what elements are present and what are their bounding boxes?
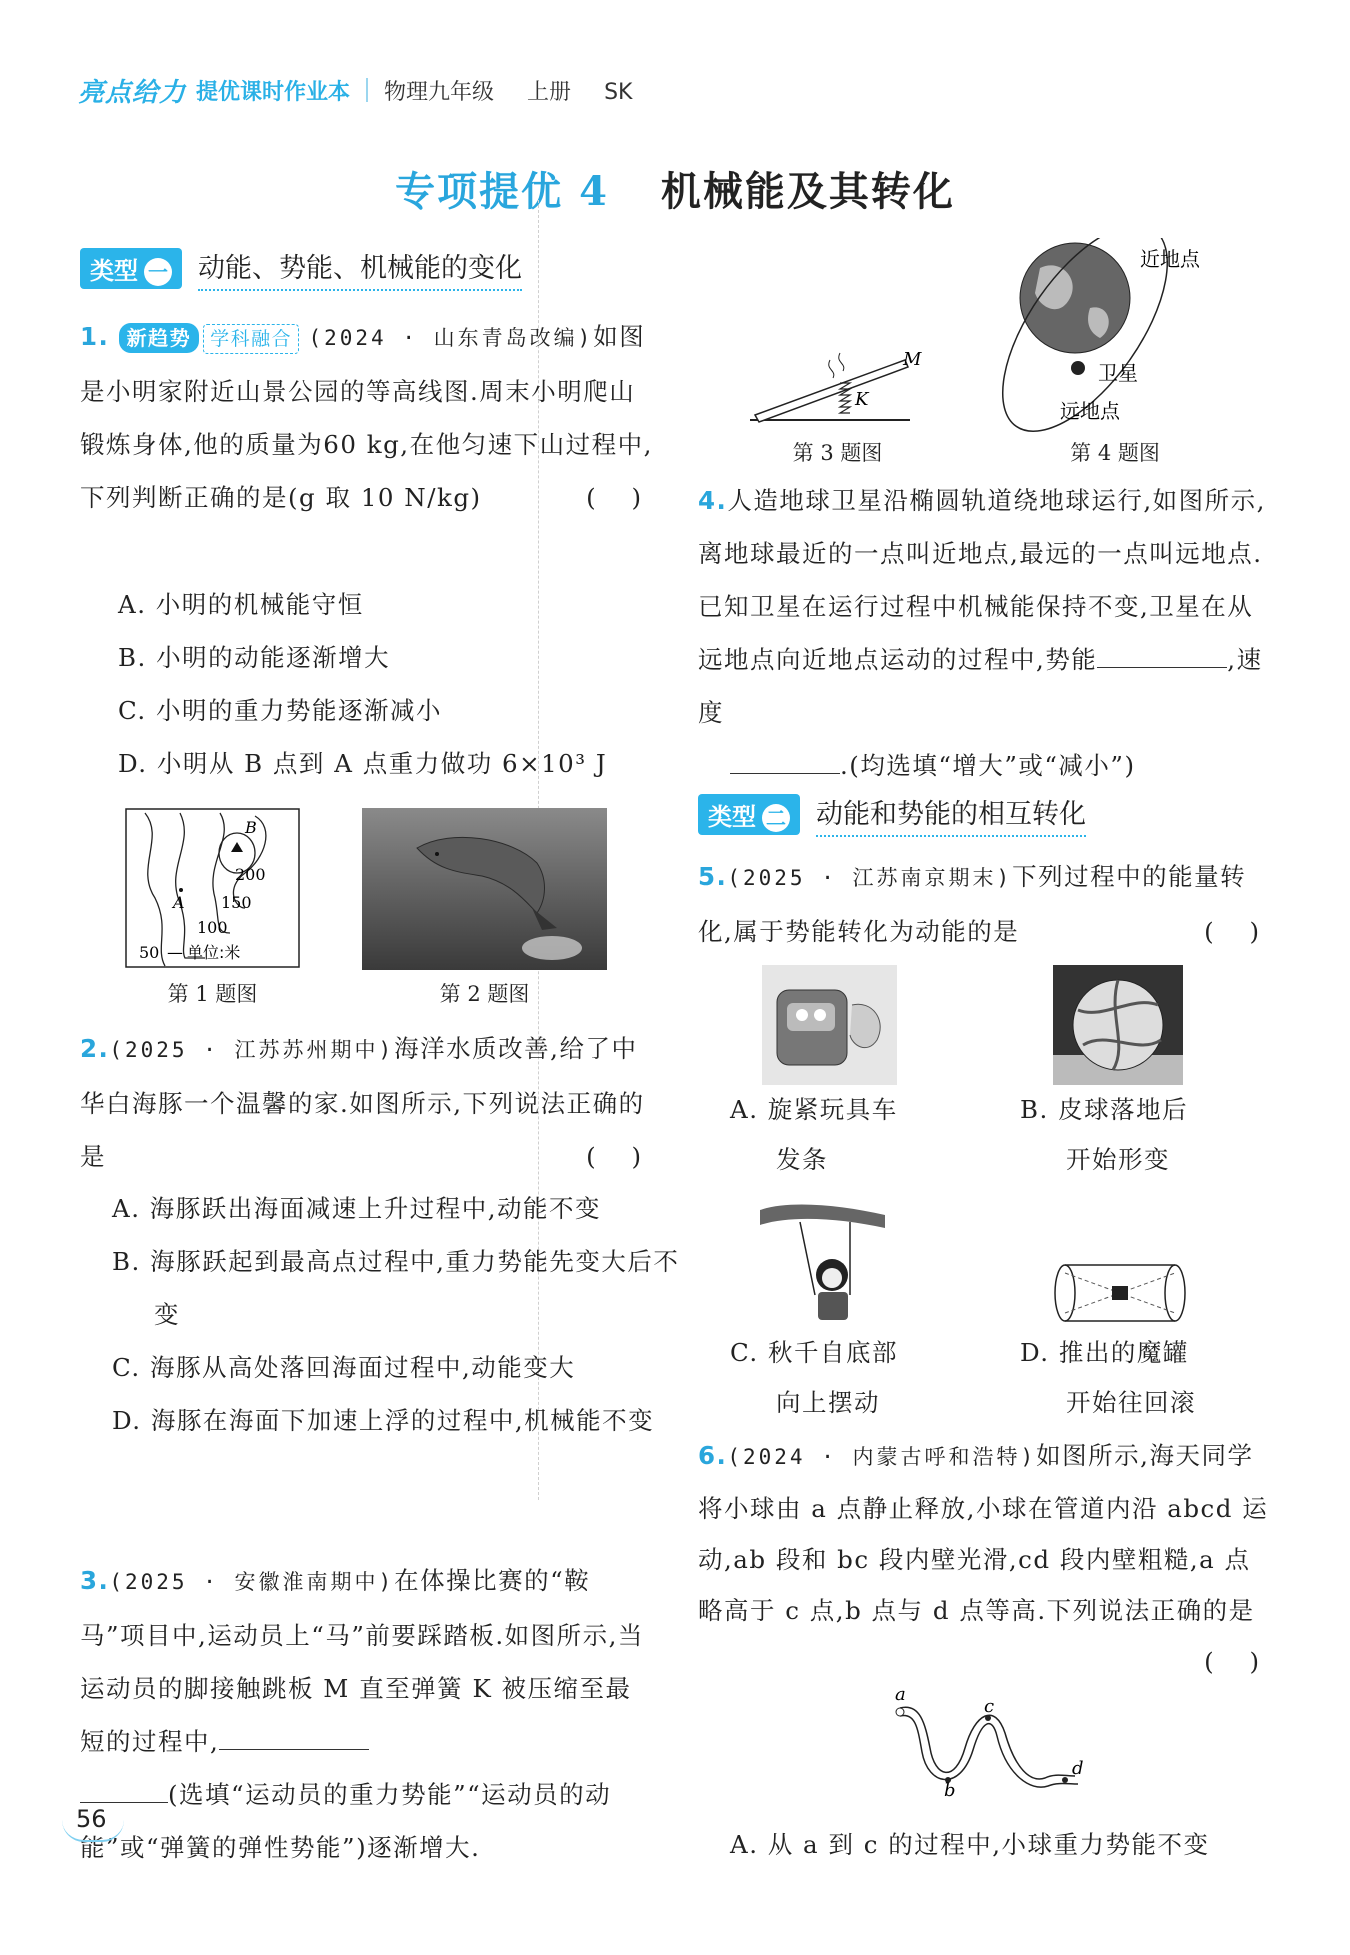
answer-paren: ( ) [1204,917,1273,946]
question-source: (2025 · 安徽淮南期中) [109,1570,395,1594]
question-2 [80,1022,655,1183]
answer-blank-cont[interactable] [80,1802,168,1803]
perigee-label: 近地点 [1140,247,1200,271]
section-tag-number: 一 [144,258,172,286]
header-subject: 物理九年级 [384,79,495,105]
unit-label: — [167,943,183,962]
point-c: c [984,1696,995,1717]
series-name: 提优课时作业本 [196,79,351,105]
question-5 [698,850,1273,958]
question-tail: .(均选填“增大”或“减小”) [840,751,1136,780]
point-b-label: B [245,818,257,837]
page-number: 56 [76,1805,107,1833]
header-info [384,75,658,106]
question-6 [698,1430,1273,1687]
option-a: A. 海豚跃出海面减速上升过程中,动能不变 [112,1194,602,1223]
satellite-orbit-figure [1000,238,1250,433]
section-tag-label: 类型 [708,802,756,831]
springboard-figure [745,345,930,425]
question-stem: 下列过程中的能量转化,属于势能转化为动能的是 [698,862,1247,946]
contour-100-label: 100 [197,918,228,937]
contour-150-label: 150 [221,893,252,912]
page-header [78,70,658,110]
answer-paren: ( ) [586,1142,655,1171]
unit-text: 单位:米 [187,943,241,962]
option-line-2: 发条 [776,1145,828,1174]
question-number: 1. [80,322,110,351]
point-d: d [1072,1758,1084,1779]
question-number: 6. [698,1441,728,1470]
swing-photo [760,1200,885,1330]
question-1-options [118,578,678,790]
option-line-1: A. 旋紧玩具车 [730,1095,898,1124]
fig3-caption: 第 3 题图 [792,441,883,465]
section-title: 动能、势能、机械能的变化 [198,246,522,291]
contour-map-figure [125,808,300,968]
q5-option-c [730,1328,990,1428]
spring-k-label: K [855,389,869,410]
section-tag [80,248,182,289]
fig2-caption: 第 2 题图 [439,982,530,1006]
topic-number: 专项提优 4 [395,168,609,215]
question-number: 5. [698,862,728,891]
section-heading-2 [698,792,1086,836]
answer-blank-2[interactable] [730,773,840,774]
option-d: D. 海豚在海面下加速上浮的过程中,机械能不变 [112,1406,655,1435]
page-title [0,160,1350,217]
option-a: A. 小明的机械能守恒 [118,590,364,619]
tube-track-figure [880,1688,1110,1798]
question-source: (2025 · 江苏苏州期中) [109,1038,395,1062]
option-c: C. 海豚从高处落回海面过程中,动能变大 [112,1353,576,1382]
section-title: 动能和势能的相互转化 [816,792,1086,837]
option-c: C. 小明的重力势能逐渐减小 [118,696,442,725]
question-stem: 人造地球卫星沿椭圆轨道绕地球运行,如图所示,离地球最近的一点叫近地点,最远的一点叫远地点.已知卫星在运行过程中机械能保持不变,卫星在从远地点向近地点运动的过程中,势能 [698,486,1266,674]
magic-can-figure [1050,1258,1190,1328]
question-stem: 海洋水质改善,给了中华白海豚一个温馨的家.如图所示,下列说法正确的是 [80,1034,645,1171]
answer-blank[interactable] [219,1749,369,1750]
question-mid: ,速度 [698,645,1263,727]
point-b: b [944,1780,956,1798]
option-b: B. 小明的动能逐渐增大 [118,643,391,672]
ball-photo [1053,965,1183,1085]
section-tag [698,794,800,835]
header-divider [366,78,368,102]
answer-paren: ( ) [586,483,655,512]
satellite-label: 卫星 [1098,361,1138,385]
answer-blank-1[interactable] [1097,667,1227,668]
question-source: (2025 · 江苏南京期末) [727,866,1013,890]
trend-badge: 新趋势 [119,323,200,353]
option-b: B. 海豚跃起到最高点过程中,重力势能先变大后不变 [112,1247,680,1329]
option-line-1: B. 皮球落地后 [1020,1095,1189,1124]
option-line-1: D. 推出的魔罐 [1020,1338,1189,1367]
question-stem: 如图是小明家附近山景公园的等高线图.周末小明爬山锻炼身体,他的质量为60 kg,在他匀速下山过程中,下列判断正确的是(g 取 10 N/kg) [80,322,653,512]
option-line-2: 开始形变 [1066,1145,1170,1174]
contour-50-label: 50 [139,943,160,962]
section-tag-label: 类型 [90,256,138,285]
question-2-options [112,1182,699,1447]
question-stem: 如图所示,海天同学将小球由 a 点静止释放,小球在管道内沿 abcd 运动,ab 段和 bc 段内壁光滑,cd 段内壁粗糙,a 点略高于 c 点,b 点与 d 点等高.下列说法正确的是 [698,1441,1269,1625]
topic-title: 机械能及其转化 [660,168,955,215]
question-number: 3. [80,1566,110,1595]
header-volume: 上册 [527,79,572,105]
q5-option-a [730,1085,990,1185]
option-line-1: C. 秋千自底部 [730,1338,898,1367]
question-1 [80,310,655,524]
question-source: (2024 · 山东青岛改编) [308,326,594,350]
q5-option-d [1020,1328,1280,1428]
contour-200-label: 200 [235,865,266,884]
q6-option-a: A. 从 a 到 c 的过程中,小球重力势能不变 [730,1830,1210,1859]
question-4 [698,474,1273,792]
toy-car-photo [762,965,897,1085]
question-stem: 在体操比赛的“鞍马”项目中,运动员上“马”前要踩踏板.如图所示,当运动员的脚接触跳板 M 直至弹簧 K 被压缩至最短的过程中, [80,1566,644,1756]
option-d: D. 小明从 B 点到 A 点重力做功 6×10³ J [118,749,608,778]
dolphin-photo [362,808,607,970]
fig4-caption: 第 4 题图 [1070,441,1160,465]
question-tail: (选填“运动员的重力势能”“运动员的动能”或“弹簧的弹性势能”)逐渐增大. [80,1780,612,1862]
section-heading-1 [80,246,522,290]
header-edition: SK [604,79,633,105]
point-a-label: A [173,893,185,912]
subject-badge: 学科融合 [203,324,299,354]
brand-logo: 亮点给力 [78,77,187,108]
question-3 [80,1554,655,1874]
question-number: 4. [698,486,728,515]
apogee-label: 远地点 [1060,399,1120,423]
board-m-label: M [903,349,922,370]
answer-paren: ( ) [1204,1647,1273,1676]
fig1-caption: 第 1 题图 [167,982,258,1006]
option-line-2: 开始往回滚 [1066,1388,1196,1417]
q5-option-b [1020,1085,1280,1185]
question-source: (2024 · 内蒙古呼和浩特) [727,1445,1037,1469]
option-line-2: 向上摆动 [776,1388,880,1417]
section-tag-number: 二 [762,804,790,832]
point-a: a [895,1688,906,1705]
question-number: 2. [80,1034,110,1063]
